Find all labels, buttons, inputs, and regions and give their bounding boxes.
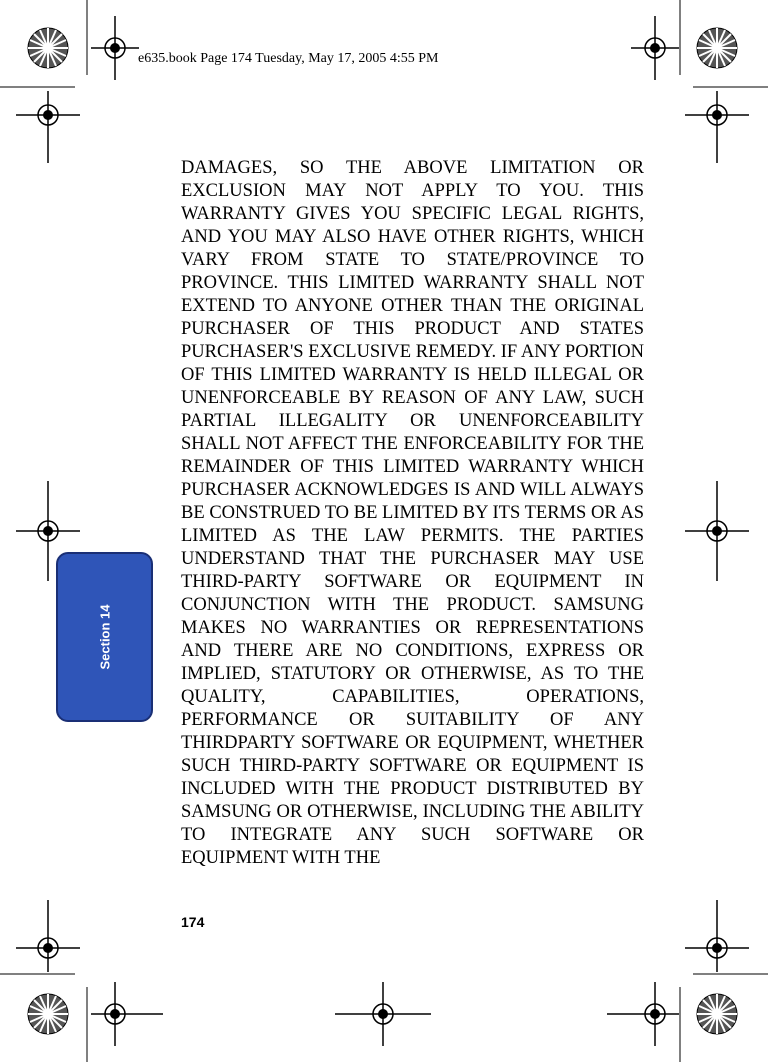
- section-label: Section 14: [97, 604, 112, 670]
- warranty-body-text: DAMAGES, SO THE ABOVE LIMITATION OR EXCLUSION MAY NOT APPLY TO YOU. THIS WARRANTY GIVES YOU SPECIFIC LEGAL RIGHTS, AND YOU MAY ALSO HAVE OTHER RIGHTS, WHICH VARY FROM STATE TO STATE/PROVINCE TO PROVINCE. THIS LIMITED WARRANTY SHALL NOT EXTEND TO ANYONE OTHER THAN THE ORIGINAL PURCHASER OF THIS PRODUCT AND STATES PURCHASER'S EXCLUSIVE REMEDY. IF ANY PORTION OF THIS LIMITED WARRANTY IS HELD ILLEGAL OR UNENFORCEABLE BY REASON OF ANY LAW, SUCH PARTIAL ILLEGALITY OR UNENFORCEABILITY SHALL NOT AFFECT THE ENFORCEABILITY FOR THE REMAINDER OF THIS LIMITED WARRANTY WHICH PURCHASER ACKNOWLEDGES IS AND WILL ALWAYS BE CONSTRUED TO BE LIMITED BY ITS TERMS OR AS LIMITED AS THE LAW PERMITS. THE PARTIES UNDERSTAND THAT THE PURCHASER MAY USE THIRD-PARTY SOFTWARE OR EQUIPMENT IN CONJUNCTION WITH THE PRODUCT. SAMSUNG MAKES NO WARRANTIES OR REPRESENTATIONS AND THERE ARE NO CONDITIONS, EXPRESS OR IMPLIED, STATUTORY OR OTHERWISE, AS TO THE QUALITY, CAPABILITIES, OPERATIONS, PERFORMANCE OR SUITABILITY OF ANY THIRDPARTY SOFTWARE OR EQUIPMENT, WHETHER SUCH THIRD-PARTY SOFTWARE OR EQUIPMENT IS INCLUDED WITH THE PRODUCT DISTRIBUTED BY SAMSUNG OR OTHERWISE, INCLUDING THE ABILITY TO INTEGRATE ANY SUCH SOFTWARE OR EQUIPMENT WITH THE: [181, 158, 644, 868]
- print-job-stamp: e635.book Page 174 Tuesday, May 17, 2005 4:55 PM: [138, 51, 439, 66]
- section-tab: [56, 552, 153, 722]
- page-number: 174: [181, 914, 205, 930]
